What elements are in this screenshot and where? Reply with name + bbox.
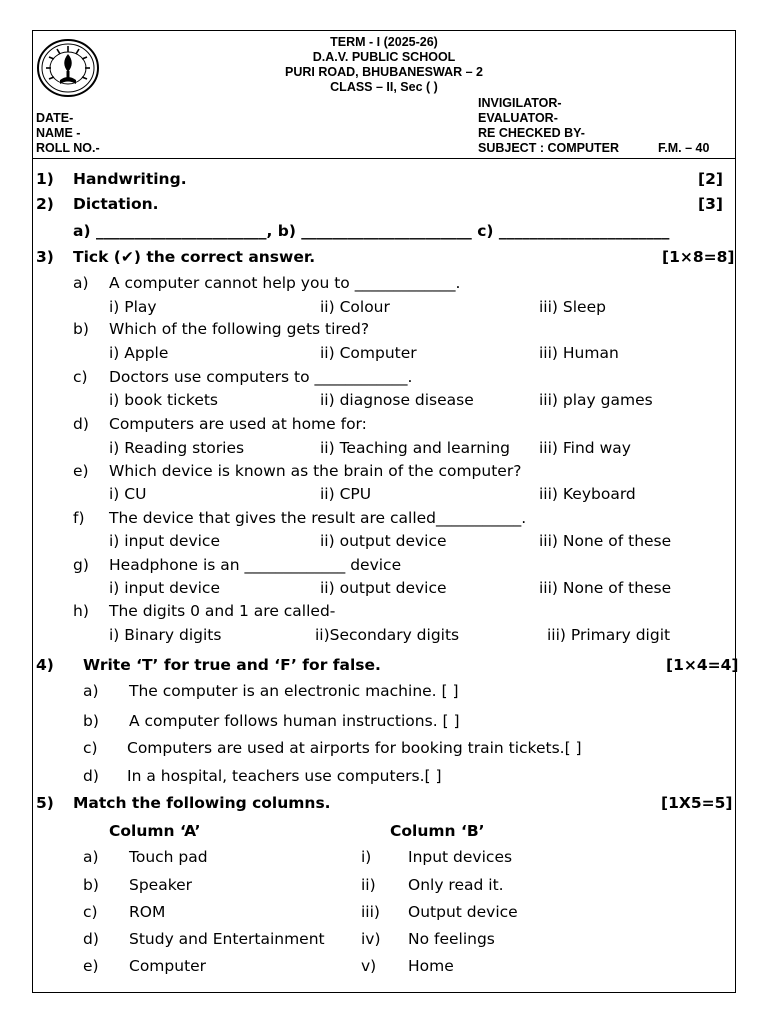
q3-item-letter: f) [73, 509, 85, 527]
q3-option: i) Binary digits [109, 626, 222, 644]
q3-item-question: Which device is known as the brain of the computer? [109, 462, 522, 480]
q3-option: iii) Find way [539, 439, 631, 457]
q3-marks: [1×8=8] [662, 248, 735, 266]
q3-option: i) input device [109, 579, 220, 597]
q3-item-question: The digits 0 and 1 are called- [109, 602, 336, 620]
q3-option: i) CU [109, 485, 147, 503]
q3-option: ii) Teaching and learning [320, 439, 511, 457]
column-a-heading: Column ‘A’ [109, 822, 201, 840]
q3-option: iii) None of these [539, 532, 672, 550]
match-a-letter: c) [83, 903, 98, 921]
match-b-numeral: v) [361, 957, 377, 975]
q3-option: iii) None of these [539, 579, 672, 597]
q3-item-letter: c) [73, 368, 88, 386]
match-a-item: Speaker [129, 876, 193, 894]
q3-item-letter: b) [73, 320, 89, 338]
q2-number: 2) [36, 195, 54, 213]
match-b-item: Output device [408, 903, 518, 921]
q4-item-letter: c) [83, 739, 98, 757]
q3-option: ii) output device [320, 579, 447, 597]
term-title: TERM - I (2025-26) [330, 35, 438, 49]
q3-option: i) Reading stories [109, 439, 245, 457]
subject-label: SUBJECT : COMPUTER [478, 141, 619, 155]
q1-number: 1) [36, 170, 54, 188]
full-marks: F.M. – 40 [658, 141, 710, 155]
q3-option: iii) play games [539, 391, 653, 409]
q3-item-letter: a) [73, 274, 89, 292]
match-b-numeral: iv) [361, 930, 381, 948]
date-field: DATE- [36, 111, 74, 125]
q3-option: ii)Secondary digits [315, 626, 460, 644]
roll-field: ROLL NO.- [36, 141, 100, 155]
q3-option: ii) CPU [320, 485, 372, 503]
q3-item-question: Computers are used at home for: [109, 415, 367, 433]
q3-item-letter: g) [73, 556, 89, 574]
school-name: D.A.V. PUBLIC SCHOOL [312, 50, 456, 64]
q3-option: ii) output device [320, 532, 447, 550]
q3-item-letter: e) [73, 462, 89, 480]
q5-number: 5) [36, 794, 54, 812]
name-field: NAME - [36, 126, 81, 140]
q3-text: Tick (✔) the correct answer. [73, 248, 316, 266]
q3-option: ii) diagnose disease [320, 391, 474, 409]
match-a-letter: d) [83, 930, 99, 948]
q3-item-question: The device that gives the result are called___________. [109, 509, 527, 527]
school-address: PURI ROAD, BHUBANESWAR – 2 [285, 65, 483, 79]
match-b-item: Only read it. [408, 876, 504, 894]
match-a-letter: a) [83, 848, 99, 866]
match-a-item: Touch pad [129, 848, 208, 866]
q1-text: Handwriting. [73, 170, 187, 188]
q4-statement: Computers are used at airports for booking train tickets.[ ] [127, 739, 582, 757]
match-b-item: Home [408, 957, 454, 975]
q3-option: ii) Computer [320, 344, 417, 362]
q3-item-question: Doctors use computers to ____________. [109, 368, 413, 386]
match-b-item: Input devices [408, 848, 513, 866]
invigilator-label: INVIGILATOR- [478, 96, 562, 110]
match-b-item: No feelings [408, 930, 495, 948]
match-a-item: ROM [129, 903, 166, 921]
q3-item-question: A computer cannot help you to _____________. [109, 274, 461, 292]
q3-option: iii) Keyboard [539, 485, 636, 503]
q4-item-letter: a) [83, 682, 99, 700]
match-b-numeral: iii) [361, 903, 380, 921]
q4-statement: A computer follows human instructions. [ ] [129, 712, 460, 730]
q3-option: i) book tickets [109, 391, 219, 409]
q2-text: Dictation. [73, 195, 159, 213]
match-a-item: Study and Entertainment [129, 930, 325, 948]
q4-statement: In a hospital, teachers use computers.[ ] [127, 767, 442, 785]
header-divider [32, 158, 736, 159]
match-a-letter: e) [83, 957, 99, 975]
column-b-heading: Column ‘B’ [390, 822, 485, 840]
q3-item-question: Which of the following gets tired? [109, 320, 370, 338]
q2-marks: [3] [698, 195, 723, 213]
q3-number: 3) [36, 248, 54, 266]
school-logo [36, 38, 100, 98]
q4-item-letter: b) [83, 712, 99, 730]
q4-text: Write ‘T’ for true and ‘F’ for false. [83, 656, 381, 674]
q5-marks: [1X5=5] [661, 794, 733, 812]
rechecked-label: RE CHECKED BY- [478, 126, 585, 140]
q3-item-letter: h) [73, 602, 89, 620]
q3-option: ii) Colour [320, 298, 390, 316]
class-section: CLASS – II, Sec ( ) [330, 80, 438, 94]
q4-marks: [1×4=4] [666, 656, 739, 674]
match-b-numeral: i) [361, 848, 372, 866]
q4-number: 4) [36, 656, 54, 674]
q3-option: i) Play [109, 298, 157, 316]
q3-item-question: Headphone is an _____________ device [109, 556, 402, 574]
q1-marks: [2] [698, 170, 723, 188]
q3-option: iii) Primary digit [547, 626, 671, 644]
dictation-blanks: a) ______________________, b) ______________________ c) ______________________ [73, 222, 670, 240]
q3-option: i) input device [109, 532, 220, 550]
q3-item-letter: d) [73, 415, 89, 433]
q4-item-letter: d) [83, 767, 99, 785]
q4-statement: The computer is an electronic machine. [ ] [129, 682, 459, 700]
match-b-numeral: ii) [361, 876, 376, 894]
match-a-item: Computer [129, 957, 207, 975]
q5-text: Match the following columns. [73, 794, 331, 812]
evaluator-label: EVALUATOR- [478, 111, 558, 125]
q3-option: iii) Human [539, 344, 619, 362]
match-a-letter: b) [83, 876, 99, 894]
q3-option: iii) Sleep [539, 298, 606, 316]
q3-option: i) Apple [109, 344, 169, 362]
